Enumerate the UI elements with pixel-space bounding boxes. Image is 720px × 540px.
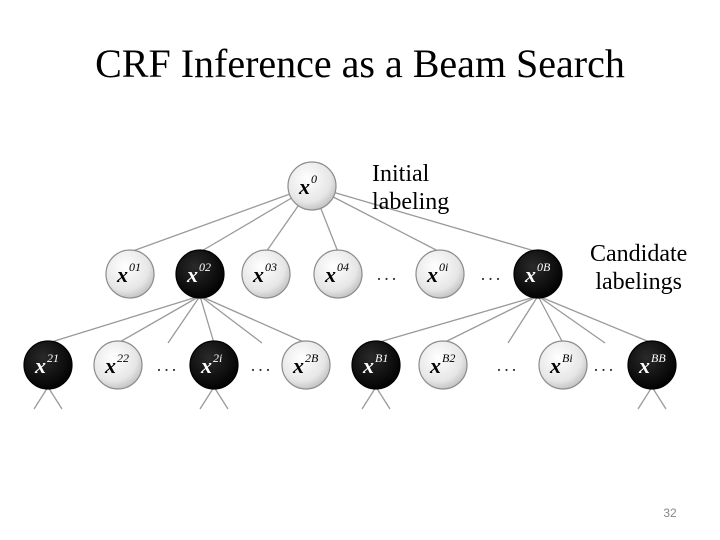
tree-node-level2-2B xyxy=(282,341,330,389)
node-circle xyxy=(514,250,562,298)
node-superscript: BB xyxy=(651,351,666,365)
node-circle xyxy=(190,341,238,389)
tree-node-level2-BB xyxy=(628,341,676,389)
node-label: x xyxy=(187,262,198,287)
node-superscript: 0 xyxy=(311,172,317,186)
node-label: x xyxy=(35,353,46,378)
node-label: x xyxy=(363,353,374,378)
node-label: x xyxy=(325,262,336,287)
initial-labeling-note xyxy=(372,160,449,216)
node-circle xyxy=(628,341,676,389)
edge-level2-out xyxy=(638,387,652,409)
edge-level1-level2 xyxy=(118,296,200,343)
edge-level2-out xyxy=(652,387,666,409)
node-circle xyxy=(94,341,142,389)
tree-node-level1-03 xyxy=(242,250,290,298)
node-label: x xyxy=(525,262,536,287)
node-circle xyxy=(106,250,154,298)
tree-node-level1-01 xyxy=(106,250,154,298)
ellipsis: ... xyxy=(480,264,504,284)
edge-level1-level2 xyxy=(168,296,200,343)
ellipsis: ... xyxy=(496,355,520,375)
note-line: labeling xyxy=(372,189,450,215)
node-superscript: 04 xyxy=(337,260,349,274)
node-circle xyxy=(288,162,336,210)
edge-root-level1 xyxy=(130,186,312,252)
node-label: x xyxy=(105,353,116,378)
note-line: Initial xyxy=(372,161,430,187)
tree-node-level2-B1 xyxy=(352,341,400,389)
node-circle xyxy=(314,250,362,298)
node-superscript: 0B xyxy=(537,260,551,274)
node-superscript: 2B xyxy=(305,351,319,365)
tree-node-level2-2i xyxy=(190,341,238,389)
slide-title: CRF Inference as a Beam Search xyxy=(95,41,625,86)
node-superscript: 01 xyxy=(129,260,141,274)
node-label: x xyxy=(550,353,561,378)
node-label: x xyxy=(253,262,264,287)
node-superscript: 2i xyxy=(213,351,223,365)
node-label: x xyxy=(201,353,212,378)
tree-node-level2-B2 xyxy=(419,341,467,389)
tree-node-level2-21 xyxy=(24,341,72,389)
node-superscript: 22 xyxy=(117,351,129,365)
node-circle xyxy=(24,341,72,389)
tree-node-level1-0B xyxy=(514,250,562,298)
node-circle xyxy=(176,250,224,298)
ellipsis: ... xyxy=(156,355,180,375)
ellipsis: ... xyxy=(593,355,617,375)
note-line: Candidate xyxy=(590,241,688,267)
node-superscript: B2 xyxy=(442,351,456,365)
tree-node-level1-04 xyxy=(314,250,362,298)
node-circle xyxy=(352,341,400,389)
tree-node-level1-0i xyxy=(416,250,464,298)
node-superscript: 02 xyxy=(199,260,211,274)
note-line: labelings xyxy=(595,269,682,295)
node-label: x xyxy=(117,262,128,287)
node-superscript: B1 xyxy=(375,351,389,365)
node-superscript: 0i xyxy=(439,260,449,274)
node-circle xyxy=(282,341,330,389)
node-superscript: 21 xyxy=(47,351,59,365)
node-label: x xyxy=(293,353,304,378)
edge-level2-out xyxy=(376,387,390,409)
node-circle xyxy=(416,250,464,298)
edge-level1-level2 xyxy=(200,296,214,343)
edge-level1-level2 xyxy=(538,296,563,343)
ellipsis: ... xyxy=(250,355,274,375)
node-superscript: Bi xyxy=(562,351,573,365)
node-label: x xyxy=(639,353,650,378)
edge-level2-out xyxy=(200,387,214,409)
tree-node-level1-02 xyxy=(176,250,224,298)
node-circle xyxy=(419,341,467,389)
node-label: x xyxy=(430,353,441,378)
edge-level2-out xyxy=(48,387,62,409)
node-superscript: 03 xyxy=(265,260,277,274)
node-label: x xyxy=(299,174,310,199)
tree-node-level2-Bi xyxy=(539,341,587,389)
node-circle xyxy=(242,250,290,298)
edge-level2-out xyxy=(34,387,48,409)
tree-node-root-0 xyxy=(288,162,336,210)
node-label: x xyxy=(427,262,438,287)
tree-node-level2-22 xyxy=(94,341,142,389)
candidate-labelings-note xyxy=(590,240,687,296)
ellipsis: ... xyxy=(376,264,400,284)
edge-level2-out xyxy=(362,387,376,409)
edge-level1-level2 xyxy=(48,296,200,343)
page-number: 32 xyxy=(663,506,677,520)
edge-level2-out xyxy=(214,387,228,409)
node-circle xyxy=(539,341,587,389)
